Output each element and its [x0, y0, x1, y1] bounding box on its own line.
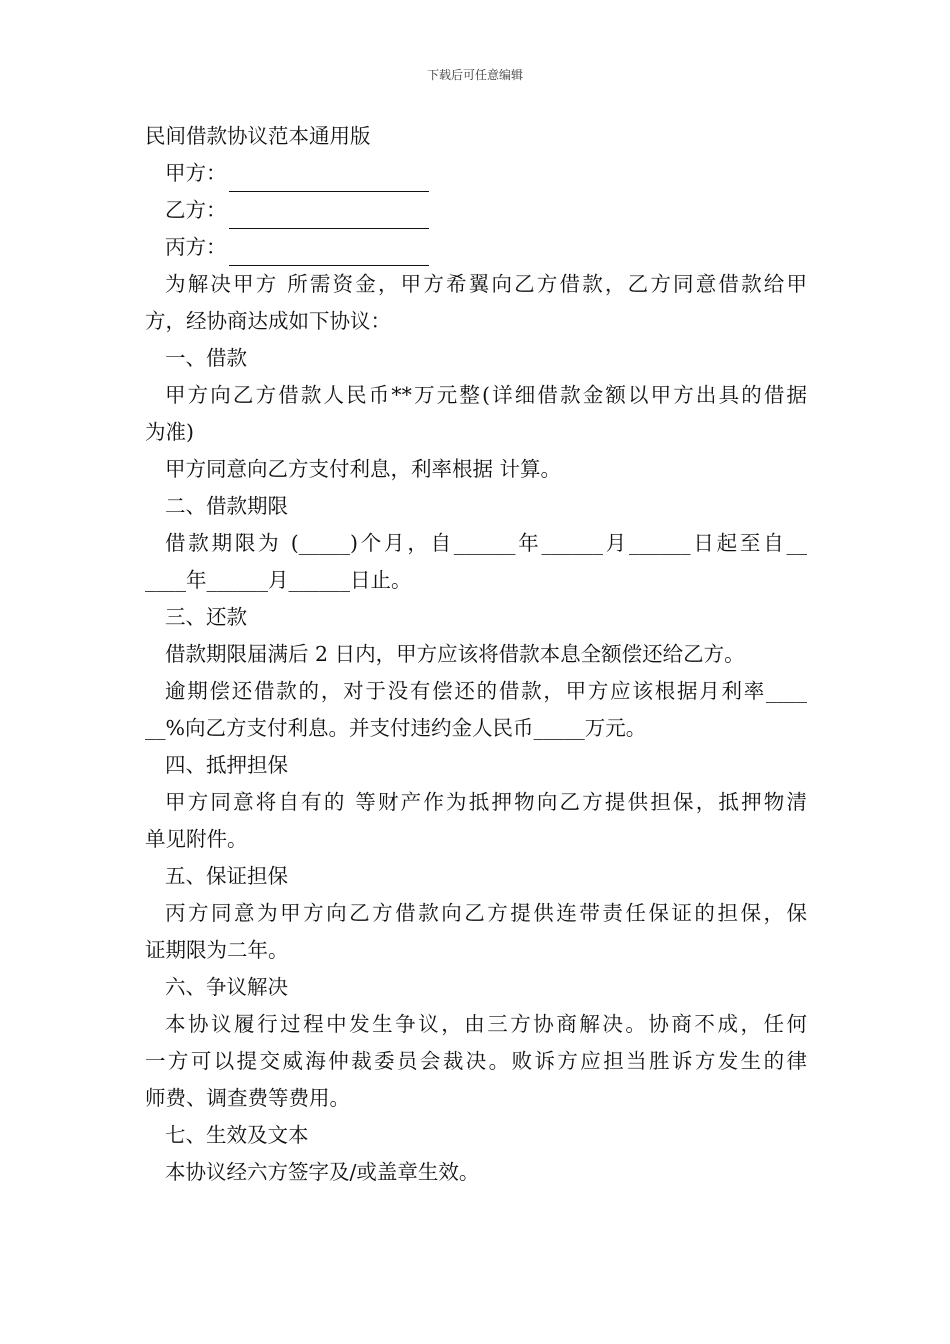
party-b-label: 乙方： [165, 198, 227, 222]
text-line: 借款期限为 (_____)个月，自______年______月______日起至自__ [165, 531, 807, 555]
text-line: 一方可以提交威海仲裁委员会裁决。败诉方应担当胜诉方发生的律 [145, 1049, 807, 1073]
text-line: 师费、调查费等费用。 [145, 1086, 350, 1110]
text-line: __%向乙方支付利息。并支付违约金人民币_____万元。 [145, 716, 647, 740]
party-b-row [145, 192, 807, 229]
text-line: 单见附件。 [145, 827, 248, 851]
party-a-row [145, 155, 807, 192]
text-line: 五、保证担保 [165, 864, 288, 888]
text-line: 七、生效及文本 [165, 1123, 309, 1147]
text-line: 为准) [145, 420, 194, 444]
party-a-label: 甲方： [165, 161, 227, 185]
text-line: 丙方同意为甲方向乙方借款向乙方提供连带责任保证的担保，保 [165, 901, 807, 925]
party-c-label: 丙方： [165, 235, 227, 259]
text-line: 为解决甲方 所需资金，甲方希翼向乙方借款，乙方同意借款给甲 [165, 272, 807, 296]
text-line: 甲方向乙方借款人民币**万元整(详细借款金额以甲方出具的借据 [165, 383, 807, 407]
party-c-blank [229, 239, 429, 266]
text-line: ____年______月______日止。 [145, 568, 412, 592]
text-line: 一、借款 [165, 346, 247, 370]
text-line: 逾期偿还借款的，对于没有偿还的借款，甲方应该根据月利率____ [165, 679, 807, 703]
text-line: 证期限为二年。 [145, 938, 289, 962]
text-line: 三、还款 [165, 605, 247, 629]
text-line: 六、争议解决 [165, 975, 288, 999]
agreement-text [145, 266, 807, 1191]
party-c-row [145, 229, 807, 266]
text-line: 甲方同意向乙方支付利息，利率根据 计算。 [165, 457, 562, 481]
party-a-blank [229, 165, 429, 192]
text-line: 四、抵押担保 [165, 753, 288, 777]
text-line: 借款期限届满后 2 日内，甲方应该将借款本息全额偿还给乙方。 [165, 642, 745, 666]
page-header-note: 下载后可任意编辑 [426, 68, 523, 82]
text-line: 二、借款期限 [165, 494, 288, 518]
text-line: 本协议经六方签字及/或盖章生效。 [165, 1160, 480, 1184]
text-line: 方，经协商达成如下协议： [145, 309, 391, 333]
text-line: 甲方同意将自有的 等财产作为抵押物向乙方提供担保，抵押物清 [165, 790, 807, 814]
party-b-blank [229, 202, 429, 229]
document-body [145, 118, 807, 1191]
text-line: 本协议履行过程中发生争议，由三方协商解决。协商不成，任何 [165, 1012, 807, 1036]
document-title: 民间借款协议范本通用版 [145, 124, 371, 148]
